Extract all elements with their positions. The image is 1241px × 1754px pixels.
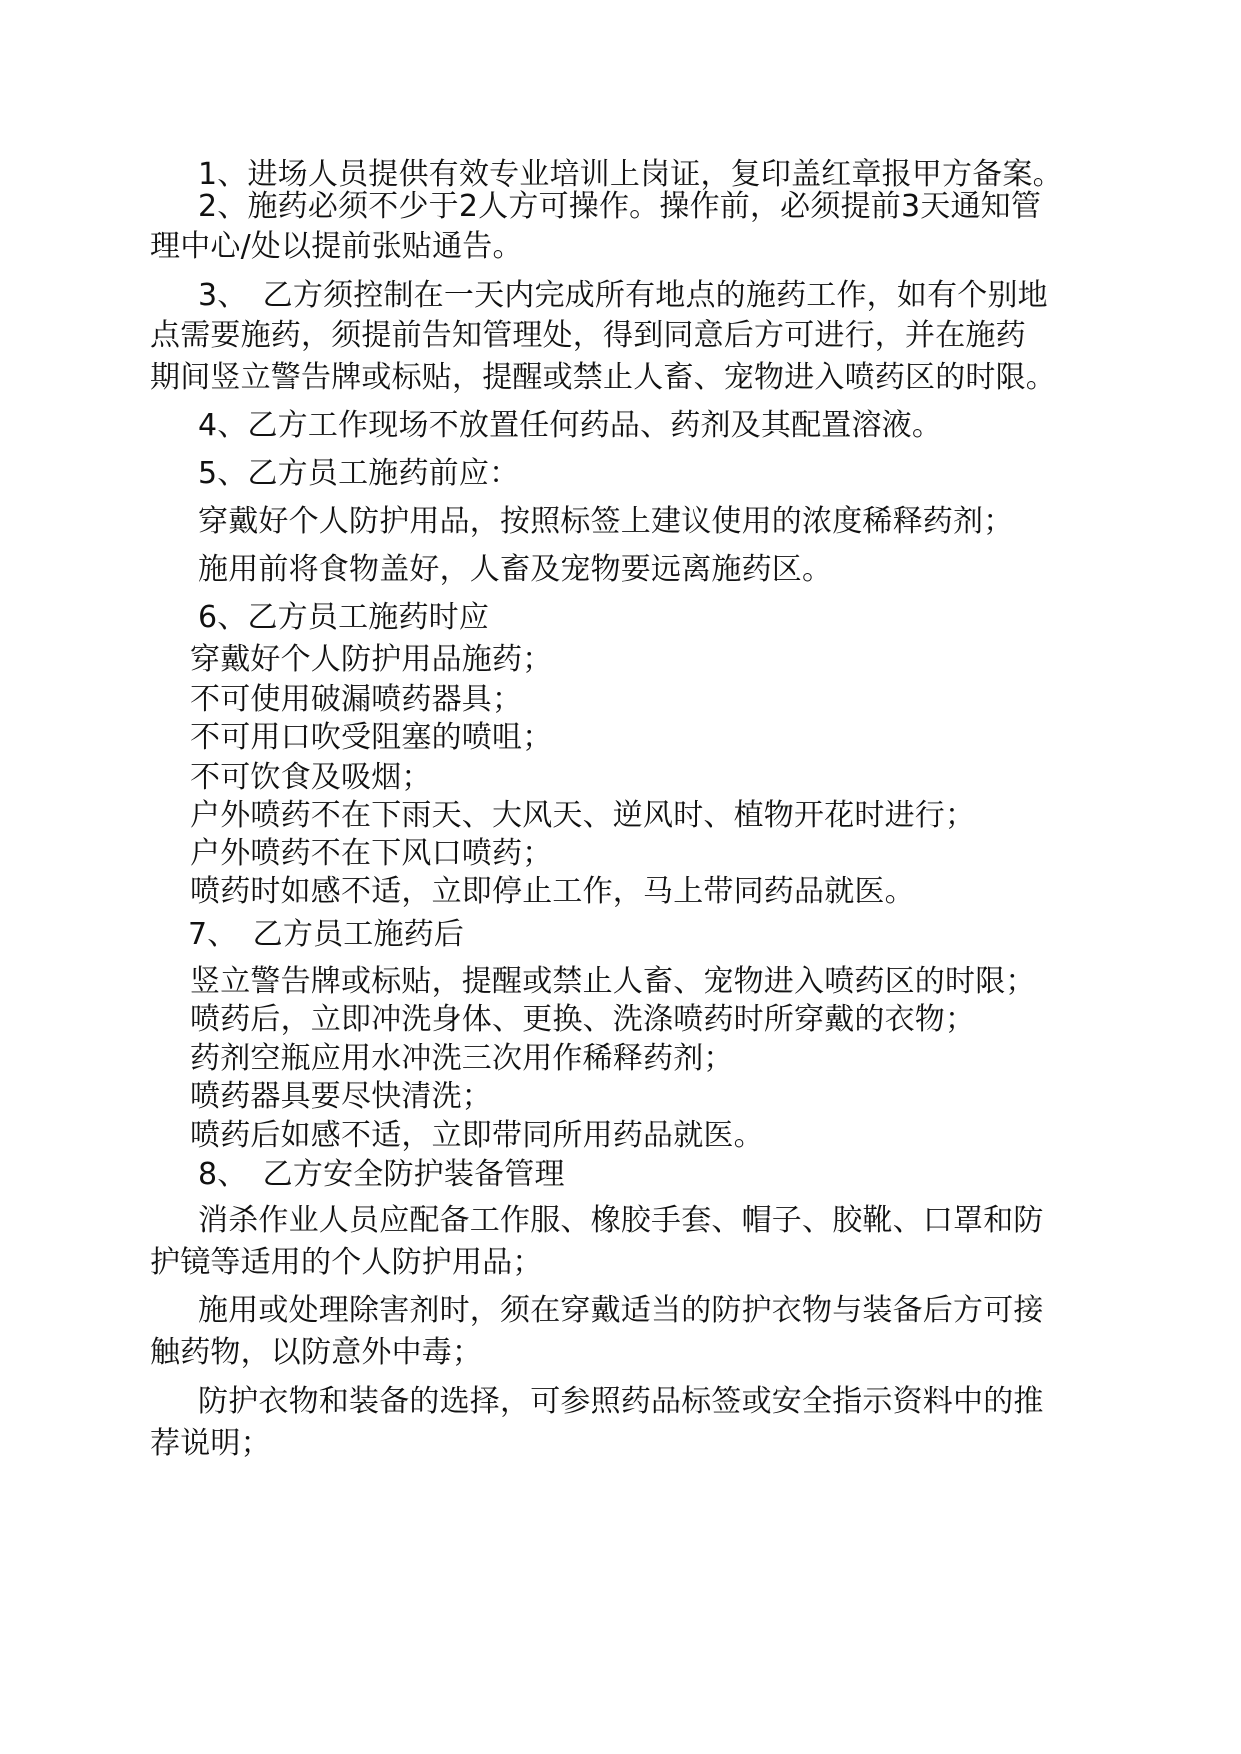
item-8-point-1-line-1: 消杀作业人员应配备工作服、橡胶手套、帽子、胶靴、口罩和防 <box>198 1203 1044 1238</box>
item-6-point-6: 户外喷药不在下风口喷药； <box>190 836 553 871</box>
item-3-line-2: 点需要施药，须提前告知管理处，得到同意后方可进行，并在施药 <box>150 318 1026 353</box>
item-6-point-4: 不可饮食及吸烟； <box>190 760 432 795</box>
item-7-point-3: 药剂空瓶应用水冲洗三次用作稀释药剂； <box>190 1041 734 1076</box>
item-5-point-2: 施用前将食物盖好，人畜及宠物要远离施药区。 <box>198 552 833 587</box>
item-8-point-2-line-1: 施用或处理除害剂时，须在穿戴适当的防护衣物与装备后方可接 <box>198 1293 1044 1328</box>
item-1-line-1: 1、进场人员提供有效专业培训上岗证，复印盖红章报甲方备案。 <box>198 157 1063 192</box>
item-2-line-1: 2、施药必须不少于2人方可操作。操作前，必须提前3天通知管 <box>198 189 1042 224</box>
item-7-point-1: 竖立警告牌或标贴，提醒或禁止人畜、宠物进入喷药区的时限； <box>190 964 1036 999</box>
item-2-line-2: 理中心/处以提前张贴通告。 <box>150 229 523 264</box>
item-8-point-2-line-2: 触药物，以防意外中毒； <box>150 1335 483 1370</box>
item-5-heading: 5、乙方员工施药前应： <box>198 456 520 491</box>
item-8-point-1-line-2: 护镜等适用的个人防护用品； <box>150 1245 543 1280</box>
item-5-point-1: 穿戴好个人防护用品，按照标签上建议使用的浓度稀释药剂； <box>198 504 1014 539</box>
item-6-point-7: 喷药时如感不适，立即停止工作，马上带同药品就医。 <box>190 874 915 909</box>
item-8-heading: 8、 乙方安全防护装备管理 <box>198 1157 565 1192</box>
item-7-point-2: 喷药后，立即冲洗身体、更换、洗涤喷药时所穿戴的衣物； <box>190 1002 976 1037</box>
item-6-point-2: 不可使用破漏喷药器具； <box>190 682 523 717</box>
item-6-point-1: 穿戴好个人防护用品施药； <box>190 642 553 677</box>
item-6-point-3: 不可用口吹受阻塞的喷咀； <box>190 720 553 755</box>
item-3-line-1: 3、 乙方须控制在一天内完成所有地点的施药工作，如有个别地 <box>198 278 1048 313</box>
item-4-line-1: 4、乙方工作现场不放置任何药品、药剂及其配置溶液。 <box>198 408 943 443</box>
item-3-line-3: 期间竖立警告牌或标贴，提醒或禁止人畜、宠物进入喷药区的时限。 <box>150 360 1056 395</box>
item-6-point-5: 户外喷药不在下雨天、大风天、逆风时、植物开花时进行； <box>190 798 976 833</box>
item-7-point-5: 喷药后如感不适，立即带同所用药品就医。 <box>190 1118 764 1153</box>
item-6-heading: 6、乙方员工施药时应 <box>198 600 490 635</box>
item-8-point-3-line-2: 荐说明； <box>150 1426 271 1461</box>
item-7-point-4: 喷药器具要尽快清洗； <box>190 1079 492 1114</box>
item-7-heading: 7、 乙方员工施药后 <box>188 917 465 952</box>
item-8-point-3-line-1: 防护衣物和装备的选择，可参照药品标签或安全指示资料中的推 <box>198 1384 1044 1419</box>
